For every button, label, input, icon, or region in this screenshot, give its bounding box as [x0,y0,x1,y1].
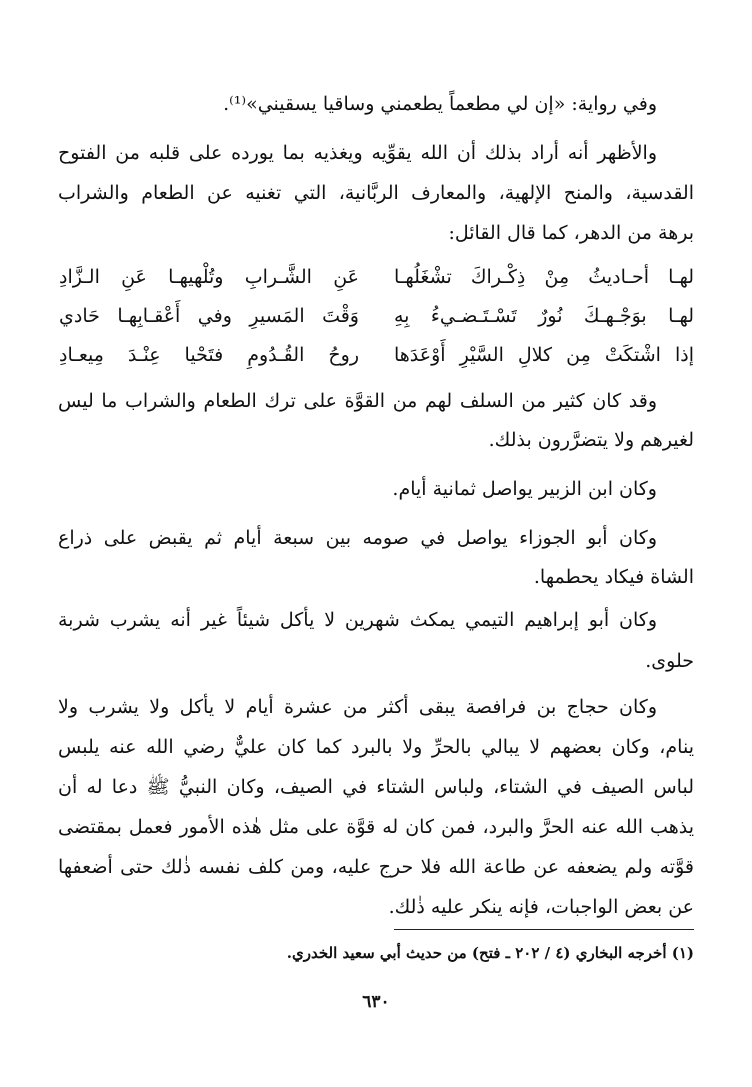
text-line: عن بعض الواجبات، فإنه ينكر عليه ذٰلك. [388,896,694,918]
text-line: وكان ابن الزبير يواصل ثمانية أيام. [392,478,657,500]
footnote-separator [394,929,694,930]
text-line: لباس الصيف في الشتاء، ولباس الشتاء في الصيف، وكان النبيُّ ﷺ دعا له أن [58,776,694,798]
text-line: يذهب الله عنه الحرَّ والبرد، فمن كان له قوَّة على مثل هٰذه الأمور فعمل بمقتضى [58,816,694,838]
text-line: قوَّته ولم يضعفه عن طاعة الله فلا حرج عليه، ومن كلف نفسه ذٰلك حتى أضعفها [58,856,694,878]
text-line: ينام، وكان بعضهم لا يبالي بالحرِّ ولا بالبرد كما كان عليٌّ رضي الله عنه يلبس [58,736,694,758]
text-line: والأظهر أنه أراد بذلك أن الله يقوِّيه ويغذيه بما يورده على قلبه من الفتوح [58,142,657,164]
text-line: وكان حجاج بن فرافصة يبقى أكثر من عشرة أيام لا يأكل ولا يشرب ولا [58,696,657,718]
text-line: وقد كان كثير من السلف لهم من القوَّة على ترك الطعام والشراب ما ليس [58,390,657,412]
page-number: ٦٣٠ [362,992,390,1012]
text-line: الشاة فيكاد يحطمها. [533,566,694,588]
text-line: وكان أبو إبراهيم التيمي يمكث شهرين لا يأكل شيئاً غير أنه يشرب شربة [58,609,657,631]
text-line: القدسية، والمنح الإلهية، والمعارف الربَّانية، التي تغنيه عن الطعام والشراب [58,182,694,204]
text-line: وكان أبو الجوزاء يواصل في صومه بين سبعة أيام ثم يقبض على ذراع [58,527,657,549]
book-page: وفي رواية: «إن لي مطعماً يطعمني وساقيا يسقيني»⁽¹⁾. والأظهر أنه أراد بذلك أن الله يقوِّيه ويغذيه بما يورده على قلبه من الفتوح القدسية، والمنح الإلهية، والمعارف الربَّانية، التي تغنيه عن الطعام والشراب برهة من الدهر، كما قال القائل: لهـا أحـاديثُ مِنْ ذِكْـراكَ تشْغَلُهـا عَنِ الشَّـرابِ وتُلْهيهـا عَنِ الـزَّادِ لهـا بوَجْـهـكَ نُورٌ تَسْـتَـضـيءُ بِهِ وَقْتَ المَسيرِ وفي أَعْقـابِهـا حَادي إذا اشْتكَتْ مِن كلالِ السَّيْرِ أَوْعَدَها روحُ القُـدُومِ فتَحْيا عِنْـدَ مِيعـادِ وقد كان كثير من السلف لهم من القوَّة على ترك الطعام والشراب ما ليس لغيرهم ولا يتضرَّرون بذلك. وكان ابن الزبير يواصل ثمانية أيام. وكان أبو الجوزاء يواصل في صومه بين سبعة أيام ثم يقبض على ذراع الشاة فيكاد يحطمها. وكان أبو إبراهيم التيمي يمكث شهرين لا يأكل شيئاً غير أنه يشرب شربة حلوى. وكان حجاج بن فرافصة يبقى أكثر من عشرة أيام لا يأكل ولا يشرب ولا ينام، وكان بعضهم لا يبالي بالحرِّ ولا بالبرد كما كان عليٌّ رضي الله عنه يلبس لباس الصيف في الشتاء، ولباس الشتاء في الصيف، وكان النبيُّ ﷺ دعا له أن يذهب الله عنه الحرَّ والبرد، فمن كان له قوَّة على مثل هٰذه الأمور فعمل بمقتضى قوَّته ولم يضعفه عن طاعة الله فلا حرج عليه، ومن كلف نفسه ذٰلك حتى أضعفها عن بعض الواجبات، فإنه ينكر عليه ذٰلك. (١) أخرجه البخاري (٤ / ٢٠٢ ـ فتح) من حديث أبي سعيد الخدري. ٦٣٠ [0,0,752,1087]
text-line: لغيرهم ولا يتضرَّرون بذلك. [488,429,694,451]
text-line: برهة من الدهر، كما قال القائل: [448,222,694,244]
text-line: وفي رواية: «إن لي مطعماً يطعمني وساقيا يسقيني»⁽¹⁾. [223,93,657,115]
footnote: (١) أخرجه البخاري (٤ / ٢٠٢ ـ فتح) من حديث أبي سعيد الخدري. [286,944,694,962]
text-line: حلوى. [645,650,694,672]
